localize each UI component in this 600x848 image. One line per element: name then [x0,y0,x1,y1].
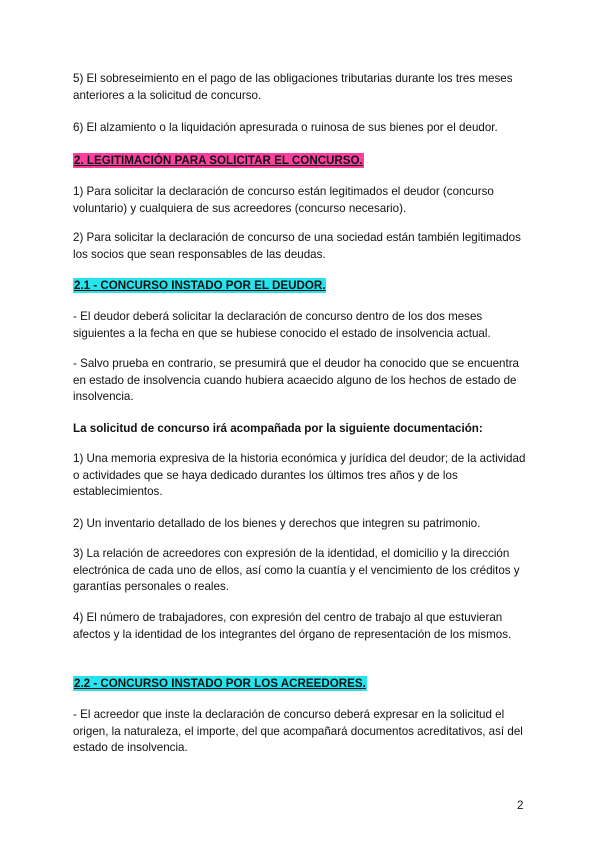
paragraph-item-6: 6) El alzamiento o la liquidación apresurada o ruinosa de sus bienes por el deudor. [73,121,498,134]
section-heading-2: 2. LEGITIMACIÓN PARA SOLICITAR EL CONCURSO. [74,154,363,167]
page-number: 2 [517,799,524,812]
paragraph-legitimacion-2: 2) Para solicitar la declaración de concurso de una sociedad están también legitimados los socios que sean responsables de las deudas. [73,231,521,261]
section-heading-2-2: 2.2 - CONCURSO INSTADO POR LOS ACREEDORES. [74,677,366,690]
documentation-item-2: 2) Un inventario detallado de los bienes y derechos que integren su patrimonio. [73,517,481,530]
section-heading-2-1: 2.1 - CONCURSO INSTADO POR EL DEUDOR. [74,279,326,292]
documentation-item-3: 3) La relación de acreedores con expresión de la identidad, el domicilio y la dirección electrónica de cada uno de ellos, así como la cuantía y el vencimiento de los créditos y garantías personales o reales. [73,547,520,593]
paragraph-deudor-1: - El deudor deberá solicitar la declaración de concurso dentro de los dos meses siguientes a la fecha en que se hubiese conocido el estado de insolvencia actual. [73,310,491,340]
paragraph-acreedores-1: - El acreedor que inste la declaración de concurso deberá expresar en la solicitud el origen, la naturaleza, el importe, del que acompañará documentos acreditativos, así del estado de insolvencia. [73,708,523,754]
paragraph-item-5: 5) El sobreseimiento en el pago de las obligaciones tributarias durante los tres meses anteriores a la solicitud de concurso. [73,72,513,102]
documentation-item-4: 4) El número de trabajadores, con expresión del centro de trabajo al que estuvieran afectos y la identidad de los integrantes del órgano de representación de los mismos. [73,611,512,641]
paragraph-legitimacion-1: 1) Para solicitar la declaración de concurso están legitimados el deudor (concurso voluntario) y cualquiera de sus acreedores (concurso necesario). [73,185,494,215]
paragraph-deudor-2: - Salvo prueba en contrario, se presumirá que el deudor ha conocido que se encuentra en estado de insolvencia cuando hubiera acaecido alguno de los hechos de estado de insolvencia. [73,357,519,403]
documentation-intro: La solicitud de concurso irá acompañada por la siguiente documentación: [73,422,483,435]
documentation-item-1: 1) Una memoria expresiva de la historia económica y jurídica del deudor; de la actividad o actividades que se haya dedicado durantes los últimos tres años y de los establecimientos. [73,452,526,498]
